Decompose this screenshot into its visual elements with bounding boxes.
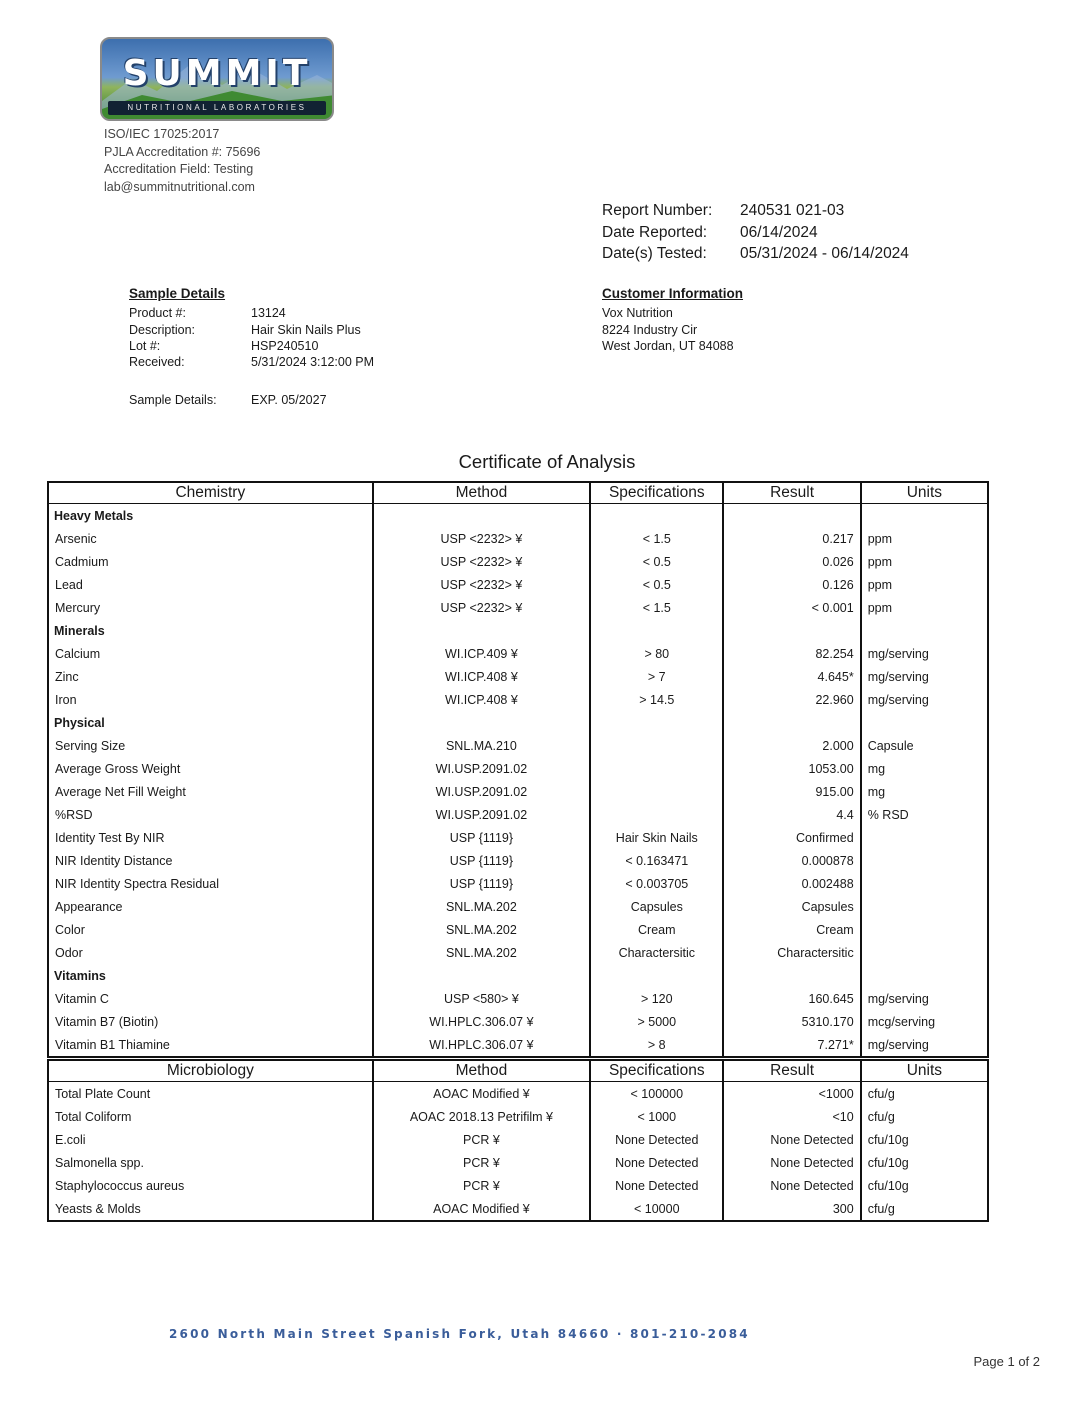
method-cell: WI.ICP.408 ¥ xyxy=(373,688,590,711)
table-header-row xyxy=(48,1060,988,1082)
empty-cell xyxy=(861,711,988,734)
specification-cell: Hair Skin Nails xyxy=(590,826,723,849)
analyte-cell: %RSD xyxy=(48,803,373,826)
table-row xyxy=(48,941,988,964)
specification-cell: > 14.5 xyxy=(590,688,723,711)
header-method: Method xyxy=(373,482,590,504)
method-cell: SNL.MA.202 xyxy=(373,941,590,964)
result-cell: None Detected xyxy=(723,1174,860,1197)
table-row xyxy=(48,573,988,596)
method-cell: PCR ¥ xyxy=(373,1174,590,1197)
units-cell: mg/serving xyxy=(861,688,988,711)
units-cell: cfu/g xyxy=(861,1105,988,1128)
units-cell: ppm xyxy=(861,573,988,596)
category-label: Vitamins xyxy=(48,964,373,987)
result-cell: 0.126 xyxy=(723,573,860,596)
method-cell: USP {1119} xyxy=(373,826,590,849)
lab-email: lab@summitnutritional.com xyxy=(104,179,255,194)
table-row xyxy=(48,688,988,711)
customer-address-line1: 8224 Industry Cir xyxy=(602,322,698,337)
method-cell: USP <2232> ¥ xyxy=(373,573,590,596)
empty-cell xyxy=(373,504,590,528)
accreditation-line: ISO/IEC 17025:2017 xyxy=(104,127,220,141)
analyte-cell: Total Plate Count xyxy=(48,1082,373,1106)
result-cell: 7.271* xyxy=(723,1033,860,1057)
method-cell: AOAC Modified ¥ xyxy=(373,1082,590,1106)
method-cell: SNL.MA.210 xyxy=(373,734,590,757)
specification-cell: < 1.5 xyxy=(590,527,723,550)
report-number: 240531 021-03 xyxy=(740,202,845,219)
result-cell: <1000 xyxy=(723,1082,860,1106)
table-row xyxy=(48,826,988,849)
method-cell: AOAC 2018.13 Petrifilm ¥ xyxy=(373,1105,590,1128)
empty-cell xyxy=(723,964,860,987)
analyte-cell: Calcium xyxy=(48,642,373,665)
analyte-cell: Staphylococcus aureus xyxy=(48,1174,373,1197)
units-cell: mg/serving xyxy=(861,642,988,665)
analyte-cell: E.coli xyxy=(48,1128,373,1151)
method-cell: WI.USP.2091.02 xyxy=(373,803,590,826)
lot-value: HSP240510 xyxy=(251,338,319,353)
result-cell: < 0.001 xyxy=(723,596,860,619)
accreditation-block xyxy=(104,126,260,196)
header-specifications: Specifications xyxy=(590,1060,723,1082)
method-cell: USP {1119} xyxy=(373,849,590,872)
specification-cell: > 7 xyxy=(590,665,723,688)
empty-cell xyxy=(861,504,988,528)
analyte-cell: Total Coliform xyxy=(48,1105,373,1128)
accreditation-line: PJLA Accreditation #: 75696 xyxy=(104,144,261,159)
report-number-label: Report Number: xyxy=(602,202,713,219)
analyte-cell: Cadmium xyxy=(48,550,373,573)
table-row xyxy=(48,1151,988,1174)
empty-cell xyxy=(590,964,723,987)
units-cell: ppm xyxy=(861,596,988,619)
received-value: 5/31/2024 3:12:00 PM xyxy=(251,355,375,370)
result-cell: 2.000 xyxy=(723,734,860,757)
specification-cell: < 1.5 xyxy=(590,596,723,619)
units-cell xyxy=(861,918,988,941)
header-chemistry: Chemistry xyxy=(48,482,373,504)
empty-cell xyxy=(590,504,723,528)
category-label: Heavy Metals xyxy=(48,504,373,528)
empty-cell xyxy=(861,619,988,642)
certificate-title: Certificate of Analysis xyxy=(458,451,636,472)
specification-cell xyxy=(590,734,723,757)
specification-cell: Charactersitic xyxy=(590,941,723,964)
analyte-cell: Identity Test By NIR xyxy=(48,826,373,849)
product-number: 13124 xyxy=(251,306,286,321)
empty-cell xyxy=(723,504,860,528)
method-cell: WI.USP.2091.02 xyxy=(373,757,590,780)
method-cell: USP <2232> ¥ xyxy=(373,550,590,573)
logo-subtitle: NUTRITIONAL LABORATORIES xyxy=(108,101,326,115)
dates-tested-label: Date(s) Tested: xyxy=(602,245,707,262)
result-cell: 0.217 xyxy=(723,527,860,550)
method-cell: SNL.MA.202 xyxy=(373,918,590,941)
result-cell: 0.000878 xyxy=(723,849,860,872)
analyte-cell: Average Gross Weight xyxy=(48,757,373,780)
footer-address: 2600 North Main Street Spanish Fork, Utah 84660 · 801-210-2084 xyxy=(169,1327,750,1341)
specification-cell: > 120 xyxy=(590,987,723,1010)
category-label: Physical xyxy=(48,711,373,734)
analyte-cell: Zinc xyxy=(48,665,373,688)
method-cell: USP {1119} xyxy=(373,872,590,895)
result-cell: 5310.170 xyxy=(723,1010,860,1033)
method-cell: WI.USP.2091.02 xyxy=(373,780,590,803)
analyte-cell: Lead xyxy=(48,573,373,596)
chemistry-table xyxy=(47,481,989,1058)
specification-cell: < 1000 xyxy=(590,1105,723,1128)
table-row xyxy=(48,1105,988,1128)
lot-label: Lot #: xyxy=(129,338,161,353)
result-cell: 22.960 xyxy=(723,688,860,711)
category-row xyxy=(48,711,988,734)
units-cell xyxy=(861,826,988,849)
analyte-cell: Iron xyxy=(48,688,373,711)
empty-cell xyxy=(373,964,590,987)
table-row xyxy=(48,872,988,895)
empty-cell xyxy=(373,711,590,734)
customer-name: Vox Nutrition xyxy=(602,306,673,321)
header-method: Method xyxy=(373,1060,590,1082)
specification-cell: > 80 xyxy=(590,642,723,665)
specification-cell: Capsules xyxy=(590,895,723,918)
table-row xyxy=(48,849,988,872)
units-cell: ppm xyxy=(861,527,988,550)
units-cell: cfu/g xyxy=(861,1197,988,1221)
specification-cell: < 0.003705 xyxy=(590,872,723,895)
result-cell: None Detected xyxy=(723,1151,860,1174)
units-cell: ppm xyxy=(861,550,988,573)
microbiology-table xyxy=(47,1059,989,1222)
specification-cell xyxy=(590,803,723,826)
units-cell: mg xyxy=(861,757,988,780)
units-cell: % RSD xyxy=(861,803,988,826)
table-row xyxy=(48,1197,988,1221)
empty-cell xyxy=(861,964,988,987)
description-label: Description: xyxy=(129,322,195,337)
analyte-cell: Vitamin B7 (Biotin) xyxy=(48,1010,373,1033)
method-cell: PCR ¥ xyxy=(373,1128,590,1151)
result-cell: Charactersitic xyxy=(723,941,860,964)
result-cell: 0.002488 xyxy=(723,872,860,895)
result-cell: <10 xyxy=(723,1105,860,1128)
specification-cell: None Detected xyxy=(590,1128,723,1151)
method-cell: AOAC Modified ¥ xyxy=(373,1197,590,1221)
specification-cell: < 100000 xyxy=(590,1082,723,1106)
table-row xyxy=(48,734,988,757)
units-cell: Capsule xyxy=(861,734,988,757)
table-row xyxy=(48,780,988,803)
sample-details-title: Sample Details xyxy=(129,286,226,301)
result-cell: 160.645 xyxy=(723,987,860,1010)
header-units: Units xyxy=(861,1060,988,1082)
table-header-row xyxy=(48,482,988,504)
table-row xyxy=(48,1010,988,1033)
method-cell: USP <2232> ¥ xyxy=(373,527,590,550)
method-cell: USP <580> ¥ xyxy=(373,987,590,1010)
specification-cell: < 0.163471 xyxy=(590,849,723,872)
analyte-cell: Vitamin C xyxy=(48,987,373,1010)
units-cell: mg/serving xyxy=(861,987,988,1010)
analyte-cell: Mercury xyxy=(48,596,373,619)
analyte-cell: Arsenic xyxy=(48,527,373,550)
analyte-cell: NIR Identity Spectra Residual xyxy=(48,872,373,895)
result-cell: 1053.00 xyxy=(723,757,860,780)
customer-info-title: Customer Information xyxy=(602,286,744,301)
customer-address-line2: West Jordan, UT 84088 xyxy=(602,338,734,353)
logo-brand-text: SUMMIT xyxy=(122,53,312,94)
received-label: Received: xyxy=(129,355,185,370)
description-value: Hair Skin Nails Plus xyxy=(251,322,361,337)
units-cell: mg/serving xyxy=(861,665,988,688)
method-cell: WI.ICP.409 ¥ xyxy=(373,642,590,665)
specification-cell: < 0.5 xyxy=(590,573,723,596)
category-row xyxy=(48,504,988,528)
company-logo xyxy=(100,37,334,121)
specification-cell: None Detected xyxy=(590,1151,723,1174)
analyte-cell: NIR Identity Distance xyxy=(48,849,373,872)
specification-cell xyxy=(590,757,723,780)
specification-cell xyxy=(590,780,723,803)
page-number: Page 1 of 2 xyxy=(973,1354,1040,1369)
category-row xyxy=(48,964,988,987)
table-row xyxy=(48,1174,988,1197)
units-cell xyxy=(861,895,988,918)
units-cell xyxy=(861,941,988,964)
analyte-cell: Salmonella spp. xyxy=(48,1151,373,1174)
dates-tested: 05/31/2024 - 06/14/2024 xyxy=(740,245,909,262)
header-microbiology: Microbiology xyxy=(48,1060,373,1082)
table-row xyxy=(48,1082,988,1106)
specification-cell: None Detected xyxy=(590,1174,723,1197)
category-row xyxy=(48,619,988,642)
analyte-cell: Color xyxy=(48,918,373,941)
units-cell: cfu/10g xyxy=(861,1174,988,1197)
units-cell xyxy=(861,849,988,872)
analyte-cell: Average Net Fill Weight xyxy=(48,780,373,803)
empty-cell xyxy=(590,711,723,734)
method-cell: WI.HPLC.306.07 ¥ xyxy=(373,1033,590,1057)
analyte-cell: Appearance xyxy=(48,895,373,918)
specification-cell: > 8 xyxy=(590,1033,723,1057)
specification-cell: < 10000 xyxy=(590,1197,723,1221)
microbiology-table-body xyxy=(48,1082,988,1222)
result-cell: Cream xyxy=(723,918,860,941)
empty-cell xyxy=(723,619,860,642)
table-row xyxy=(48,1128,988,1151)
sample-details-label: Sample Details: xyxy=(129,393,217,408)
units-cell: cfu/10g xyxy=(861,1128,988,1151)
result-cell: 300 xyxy=(723,1197,860,1221)
method-cell: WI.HPLC.306.07 ¥ xyxy=(373,1010,590,1033)
header-specifications: Specifications xyxy=(590,482,723,504)
result-cell: 0.026 xyxy=(723,550,860,573)
empty-cell xyxy=(723,711,860,734)
accreditation-line: Accreditation Field: Testing xyxy=(104,162,254,176)
result-cell: 4.645* xyxy=(723,665,860,688)
result-cell: 82.254 xyxy=(723,642,860,665)
units-cell: mg/serving xyxy=(861,1033,988,1057)
category-label: Minerals xyxy=(48,619,373,642)
result-cell: 4.4 xyxy=(723,803,860,826)
customer-information xyxy=(602,286,743,354)
specification-cell: > 5000 xyxy=(590,1010,723,1033)
date-reported: 06/14/2024 xyxy=(740,223,818,241)
units-cell: mcg/serving xyxy=(861,1010,988,1033)
header-result: Result xyxy=(723,1060,860,1082)
date-reported-label: Date Reported: xyxy=(602,223,708,241)
header-units: Units xyxy=(861,482,988,504)
empty-cell xyxy=(373,619,590,642)
result-cell: Confirmed xyxy=(723,826,860,849)
table-row xyxy=(48,987,988,1010)
units-cell: cfu/10g xyxy=(861,1151,988,1174)
units-cell xyxy=(861,872,988,895)
units-cell: cfu/g xyxy=(861,1082,988,1106)
table-row xyxy=(48,803,988,826)
table-row xyxy=(48,642,988,665)
specification-cell: Cream xyxy=(590,918,723,941)
empty-cell xyxy=(590,619,723,642)
table-row xyxy=(48,757,988,780)
analyte-cell: Odor xyxy=(48,941,373,964)
units-cell: mg xyxy=(861,780,988,803)
method-cell: WI.ICP.408 ¥ xyxy=(373,665,590,688)
analyte-cell: Vitamin B1 Thiamine xyxy=(48,1033,373,1057)
chemistry-table-body xyxy=(48,504,988,1058)
sample-details xyxy=(129,286,374,409)
table-row xyxy=(48,918,988,941)
product-label: Product #: xyxy=(129,306,186,321)
method-cell: SNL.MA.202 xyxy=(373,895,590,918)
analyte-cell: Serving Size xyxy=(48,734,373,757)
table-row xyxy=(48,895,988,918)
result-cell: 915.00 xyxy=(723,780,860,803)
method-cell: USP <2232> ¥ xyxy=(373,596,590,619)
report-info xyxy=(602,200,909,265)
result-cell: Capsules xyxy=(723,895,860,918)
table-row xyxy=(48,1033,988,1057)
table-row xyxy=(48,550,988,573)
sample-details-value: EXP. 05/2027 xyxy=(251,393,327,408)
analyte-cell: Yeasts & Molds xyxy=(48,1197,373,1221)
table-row xyxy=(48,596,988,619)
table-row xyxy=(48,665,988,688)
table-row xyxy=(48,527,988,550)
result-cell: None Detected xyxy=(723,1128,860,1151)
header-result: Result xyxy=(723,482,860,504)
method-cell: PCR ¥ xyxy=(373,1151,590,1174)
specification-cell: < 0.5 xyxy=(590,550,723,573)
